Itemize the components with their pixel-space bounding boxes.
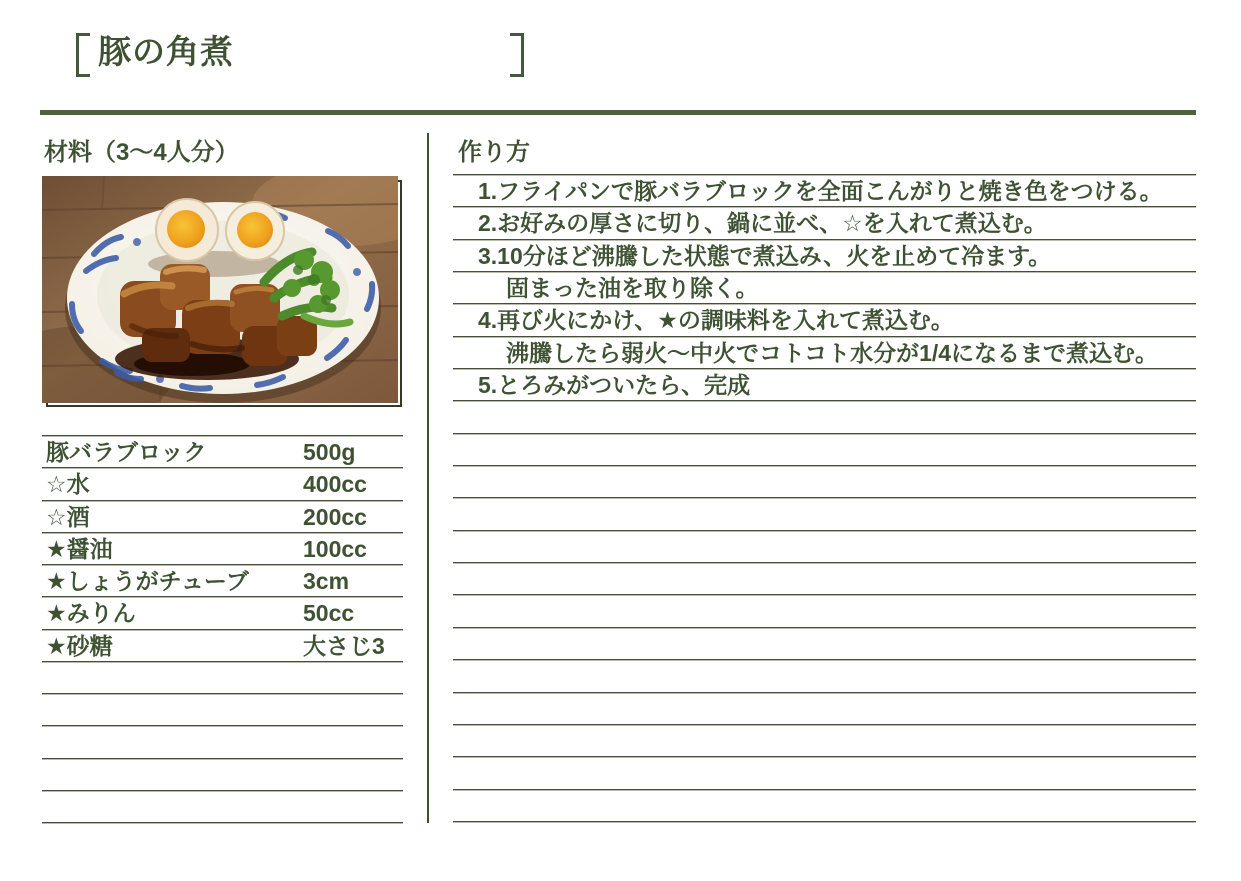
title-bracket-right-icon xyxy=(510,33,524,77)
ingredient-name: ☆酒 xyxy=(46,503,90,530)
ingredient-row xyxy=(42,566,403,598)
step-empty-row xyxy=(453,532,1196,564)
dish-photo-illustration xyxy=(42,176,398,403)
step-empty-row xyxy=(453,467,1196,499)
ingredient-row xyxy=(42,469,403,501)
step-empty-row xyxy=(453,499,1196,531)
ingredients-heading: 材料（3〜4人分） xyxy=(44,139,239,166)
ingredient-name: ☆水 xyxy=(46,471,90,498)
step-text: 固まった油を取り除く。 xyxy=(506,275,759,302)
column-divider xyxy=(427,133,429,823)
ingredient-amount: 200cc xyxy=(303,503,367,530)
step-row xyxy=(453,241,1196,273)
ingredient-amount: 50cc xyxy=(303,600,355,627)
step-row xyxy=(453,208,1196,240)
step-empty-row xyxy=(453,564,1196,596)
step-row xyxy=(453,370,1196,402)
ingredient-name: ★醤油 xyxy=(46,535,113,562)
step-row xyxy=(453,305,1196,337)
recipe-title: 豚の角煮 xyxy=(98,33,234,70)
step-text: 3.10分ほど沸騰した状態で煮込み、火を止めて冷ます。 xyxy=(478,242,1052,269)
step-empty-row xyxy=(453,726,1196,758)
ingredient-amount: 100cc xyxy=(303,535,367,562)
ingredient-row xyxy=(42,534,403,566)
header-divider xyxy=(40,110,1196,115)
step-text: 2.お好みの厚さに切り、鍋に並べ、☆を入れて煮込む。 xyxy=(478,210,1047,237)
step-empty-row xyxy=(453,629,1196,661)
ingredient-amount: 大さじ3 xyxy=(303,632,385,659)
step-empty-row xyxy=(453,694,1196,726)
step-text: 4.再び火にかけ、★の調味料を入れて煮込む。 xyxy=(478,307,954,334)
step-empty-row xyxy=(453,435,1196,467)
ingredient-row xyxy=(42,437,403,469)
dish-photo xyxy=(42,176,398,403)
step-row xyxy=(453,338,1196,370)
step-text: 沸騰したら弱火〜中火でコトコト水分が1/4になるまで煮込む。 xyxy=(506,339,1159,366)
ingredient-row xyxy=(42,631,403,663)
ingredient-name: ★砂糖 xyxy=(46,632,113,659)
step-empty-row xyxy=(453,661,1196,693)
ingredient-row xyxy=(42,598,403,630)
step-empty-row xyxy=(453,402,1196,434)
ingredient-empty-row xyxy=(42,760,403,792)
ingredient-amount: 500g xyxy=(303,439,356,465)
ingredients-table xyxy=(42,435,403,824)
ingredient-name: ★みりん xyxy=(46,600,136,627)
step-row xyxy=(453,273,1196,305)
ingredient-empty-row xyxy=(42,792,403,824)
ingredient-name: ★しょうがチューブ xyxy=(46,568,249,594)
step-empty-row xyxy=(453,791,1196,823)
step-empty-row xyxy=(453,596,1196,628)
steps-table xyxy=(453,174,1196,823)
step-row xyxy=(453,176,1196,208)
ingredient-name: 豚バラブロック xyxy=(46,439,207,465)
ingredient-empty-row xyxy=(42,727,403,759)
ingredient-amount: 3cm xyxy=(303,568,350,594)
step-text: 1.フライパンで豚バラブロックを全面こんがりと焼き色をつける。 xyxy=(478,178,1163,204)
title-bracket-left-icon xyxy=(76,33,90,77)
ingredient-empty-row xyxy=(42,695,403,727)
ingredient-row xyxy=(42,502,403,534)
ingredient-empty-row xyxy=(42,663,403,695)
ingredient-amount: 400cc xyxy=(303,471,367,498)
steps-heading: 作り方 xyxy=(458,139,530,166)
step-text: 5.とろみがついたら、完成 xyxy=(478,372,751,399)
step-empty-row xyxy=(453,758,1196,790)
